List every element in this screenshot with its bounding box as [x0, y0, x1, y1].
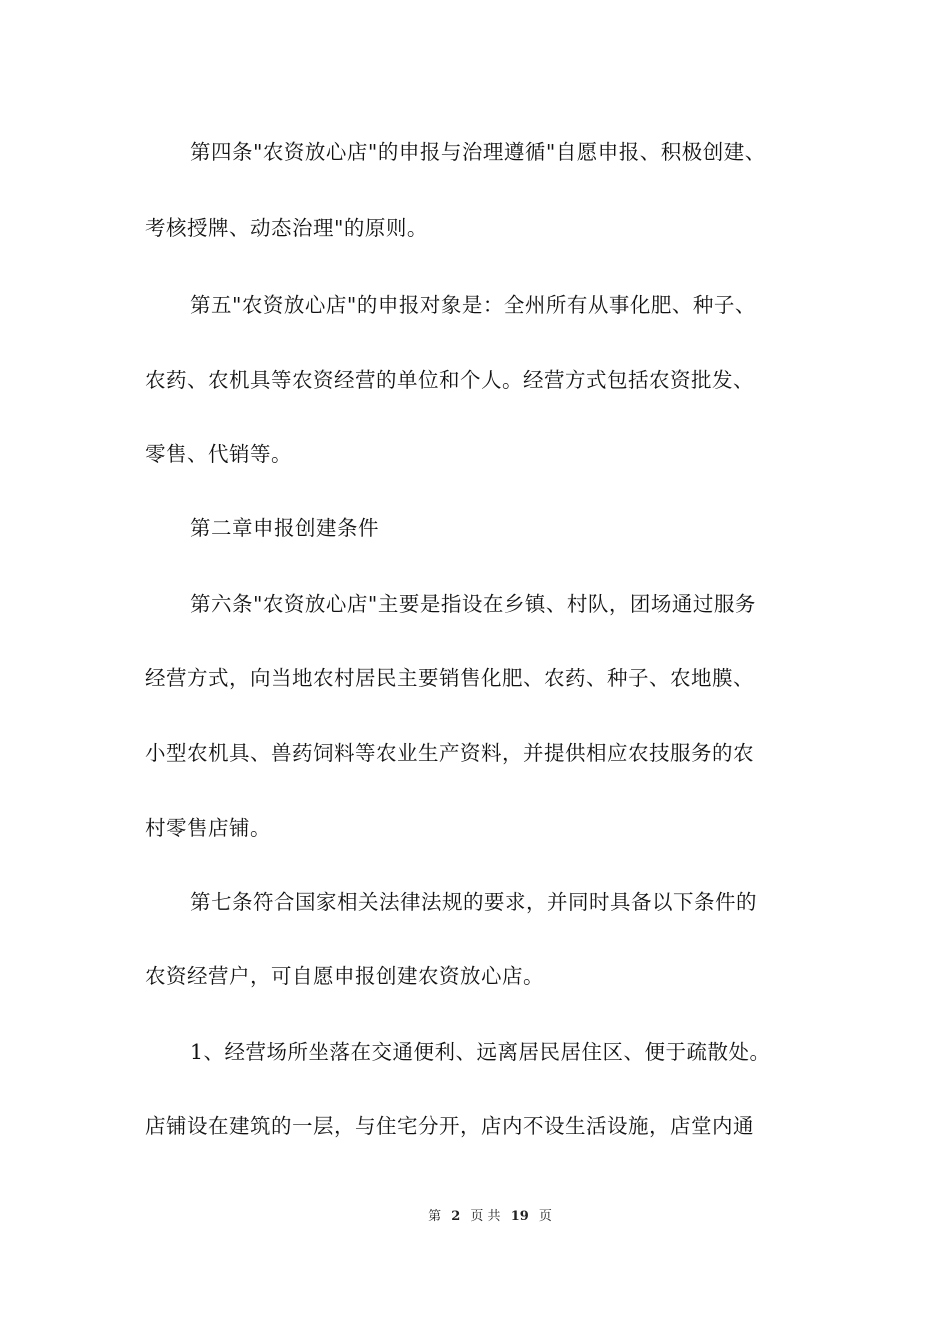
- paragraph-line: 第五"农资放心店"的申报对象是：全州所有从事化肥、种子、: [190, 293, 756, 317]
- paragraph-line: 农资经营户，可自愿申报创建农资放心店。: [145, 964, 544, 988]
- page-footer: [0, 1209, 950, 1225]
- paragraph-line: 零售、代销等。: [145, 442, 292, 466]
- paragraph-line: 小型农机具、兽药饲料等农业生产资料，并提供相应农技服务的农: [145, 741, 754, 765]
- current-page-number: 2: [451, 1209, 461, 1224]
- paragraph-line: 考核授牌、动态治理"的原则。: [145, 216, 428, 240]
- footer-prefix: 第: [428, 1209, 442, 1224]
- paragraph-line: 第六条"农资放心店"主要是指设在乡镇、村队，团场通过服务: [190, 592, 756, 616]
- paragraph-line: 村零售店铺。: [145, 816, 271, 840]
- total-page-count: 19: [510, 1209, 529, 1224]
- footer-suffix: 页: [538, 1209, 552, 1224]
- paragraph-line: 1、经营场所坐落在交通便利、远离居民居住区、便于疏散处。: [190, 1040, 771, 1064]
- paragraph-line: 农药、农机具等农资经营的单位和个人。经营方式包括农资批发、: [145, 368, 754, 392]
- paragraph-line: 经营方式，向当地农村居民主要销售化肥、农药、种子、农地膜、: [145, 666, 754, 690]
- footer-middle: 页 共: [470, 1209, 501, 1224]
- chapter-heading: 第二章申报创建条件: [190, 516, 379, 540]
- paragraph-line: 第七条符合国家相关法律法规的要求，并同时具备以下条件的: [190, 890, 757, 914]
- paragraph-line: 店铺设在建筑的一层，与住宅分开，店内不设生活设施，店堂内通: [145, 1114, 754, 1138]
- paragraph-line: 第四条"农资放心店"的申报与治理遵循"自愿申报、积极创建、: [190, 140, 766, 164]
